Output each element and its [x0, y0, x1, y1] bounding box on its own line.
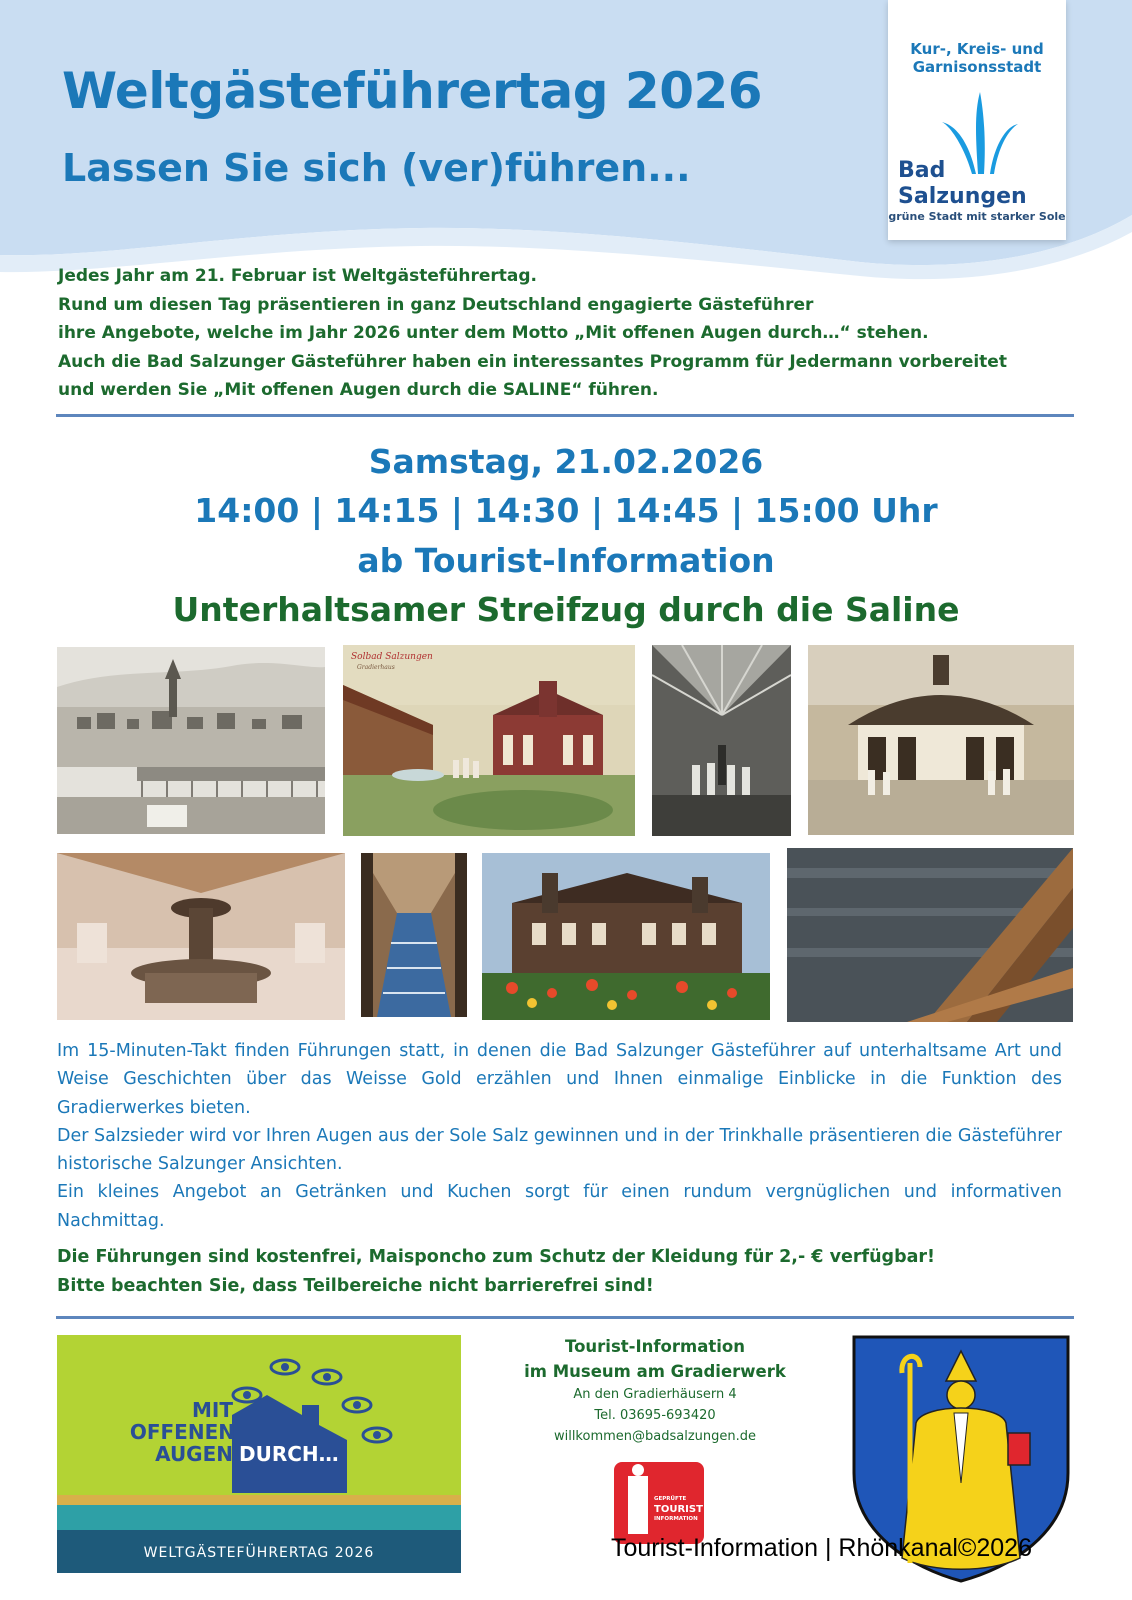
note-line: Bitte beachten Sie, dass Teilbereiche nicht barrierefrei sind!	[57, 1275, 654, 1296]
wgt-logo-banner: WELTGÄSTEFÜHRERTAG 2026	[143, 1545, 375, 1561]
tourist-info-logo	[614, 1462, 704, 1544]
town-logo-name-line2: Salzungen	[898, 184, 1027, 209]
postcard-caption: Solbad Salzungen	[351, 652, 433, 662]
image-credit: Tourist-Information | Rhönkanal©2026	[611, 1534, 1032, 1562]
photo-spa-building-flowers	[482, 853, 770, 1020]
page-title: Weltgästeführertag 2026	[62, 62, 763, 120]
ti-logo-line2: TOURIST	[654, 1504, 703, 1515]
ti-logo-line3: INFORMATION	[654, 1516, 698, 1522]
divider	[56, 414, 1074, 417]
event-date: Samstag, 21.02.2026	[368, 442, 764, 481]
contact-address: An den Gradierhäusern 4	[573, 1387, 737, 1402]
town-logo-name	[898, 158, 1027, 210]
contact-title: Tourist-Information	[565, 1337, 745, 1356]
intro-line: Rund um diesen Tag präsentieren in ganz Deutschland engagierte Gästeführer	[58, 294, 814, 315]
photo-blackthorn-wall	[787, 848, 1073, 1022]
contact-email: willkommen@badsalzungen.de	[553, 1429, 757, 1444]
photo-fountain-mist	[57, 853, 345, 1020]
event-start-location: ab Tourist-Information	[357, 541, 775, 580]
postcard-subcaption: Gradierhaus	[357, 664, 395, 671]
town-logo-line2: Garnisonsstadt	[912, 58, 1042, 76]
note-line: Die Führungen sind kostenfrei, Maisponcho zum Schutz der Kleidung für 2,- € verfügbar!	[57, 1247, 936, 1267]
town-logo-heading	[888, 40, 1066, 76]
wgt-logo-line1: MIT	[192, 1398, 233, 1422]
intro-line: Jedes Jahr am 21. Februar ist Weltgästeführertag.	[58, 266, 537, 286]
contact-phone: Tel. 03695-693420	[594, 1408, 716, 1423]
wgt-logo-line2: OFFENEN	[129, 1420, 235, 1444]
wgt-logo-line3: AUGEN	[155, 1442, 233, 1466]
intro-line: Auch die Bad Salzunger Gästeführer haben ein interessantes Programm für Jedermann vorbereitet	[58, 351, 1007, 372]
description-paragraph: Ein kleines Angebot an Getränken und Kuchen sorgt für einen rundum vergnüglichen und informativen Nachmittag.	[57, 1182, 1062, 1231]
description-paragraph: Der Salzsieder wird vor Ihren Augen aus der Sole Salz gewinnen und in der Trinkhalle präsentieren die Gästeführer historische Salzunger Ansichten.	[57, 1125, 1062, 1175]
world-guide-day-logo	[57, 1335, 461, 1573]
divider	[56, 1316, 1074, 1319]
intro-text	[58, 262, 1068, 405]
photo-graduation-tower-channel	[361, 853, 467, 1017]
intro-line: und werden Sie „Mit offenen Augen durch die SALINE“ führen.	[58, 380, 659, 400]
photo-historic-interior	[652, 645, 791, 836]
photo-colored-postcard	[343, 645, 635, 836]
ti-logo-line1: GEPRÜFTE	[654, 1496, 687, 1502]
town-logo-name-line1: Bad	[898, 158, 946, 183]
contact-info	[505, 1334, 805, 1447]
photo-historic-town-engraving	[57, 647, 325, 834]
town-logo	[888, 0, 1066, 240]
town-logo-line1: Kur-, Kreis- und	[910, 40, 1044, 58]
notes-text	[57, 1243, 1062, 1300]
wgt-logo-line4: DURCH…	[239, 1442, 339, 1466]
intro-line: ihre Angebote, welche im Jahr 2026 unter dem Motto „Mit offenen Augen durch…“ stehen.	[58, 323, 929, 343]
photo-drinking-hall-sepia	[808, 645, 1074, 835]
page-subtitle: Lassen Sie sich (ver)führen...	[62, 146, 691, 190]
event-times: 14:00 | 14:15 | 14:30 | 14:45 | 15:00 Uhr	[194, 491, 938, 530]
description-text	[57, 1037, 1062, 1235]
town-logo-tagline: grüne Stadt mit starker Sole	[888, 210, 1066, 223]
contact-subtitle: im Museum am Gradierwerk	[524, 1362, 786, 1381]
tour-title: Unterhaltsamer Streifzug durch die Saline	[172, 590, 960, 629]
description-paragraph: Im 15-Minuten-Takt finden Führungen statt, in denen die Bad Salzunger Gästeführer auf unterhaltsame Art und Weise Geschichten über das Weisse Gold erzählen und Ihnen einmalige Einblicke in die Funktion des Gradierwerkes bieten.	[57, 1041, 1062, 1118]
